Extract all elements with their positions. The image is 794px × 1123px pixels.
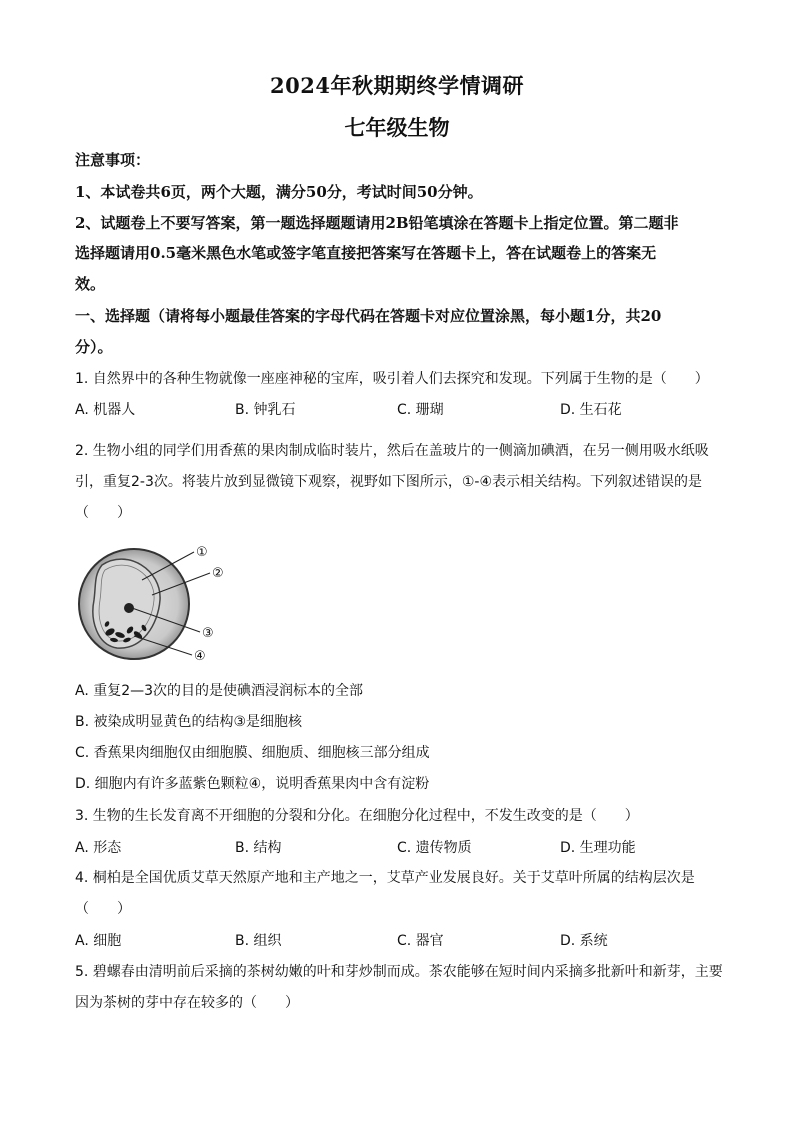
figure-label-2: ② bbox=[212, 566, 224, 581]
question-2-option-a: A. 重复2—3次的目的是使碘酒浸润标本的全部 bbox=[75, 683, 364, 699]
exam-title: 2024年秋期期终学情调研 bbox=[270, 73, 524, 98]
notice-item-1: 1、本试卷共6页，两个大题，满分50分，考试时间50分钟。 bbox=[75, 183, 483, 201]
question-4-stem-line-2: （ ） bbox=[75, 901, 131, 917]
question-2-stem-line-1: 2. 生物小组的同学们用香蕉的果肉制成临时装片，然后在盖玻片的一侧滴加碘酒，在另一侧用吸水纸吸 bbox=[75, 443, 709, 459]
question-1-options bbox=[75, 399, 725, 419]
question-1-stem: 1. 自然界中的各种生物就像一座座神秘的宝库，吸引着人们去探究和发现。下列属于生物的是（ ） bbox=[75, 371, 709, 387]
section-1-heading-line-2: 分）。 bbox=[75, 338, 113, 356]
notice-item-2-line-1: 2、试题卷上不要写答案，第一题选择题题请用2B铅笔填涂在答题卡上指定位置。第二题非 bbox=[75, 214, 679, 232]
question-2-stem-line-2: 引，重复2-3次。将装片放到显微镜下观察，视野如下图所示，①-④表示相关结构。下列叙述错误的是 bbox=[75, 474, 703, 490]
question-3-options bbox=[75, 837, 725, 857]
option-a: A. 机器人 bbox=[75, 402, 136, 418]
option-d: D. 系统 bbox=[560, 933, 608, 949]
question-4-stem-line-1: 4. 桐柏是全国优质艾草天然原产地和主产地之一，艾草产业发展良好。关于艾草叶所属的结构层次是 bbox=[75, 870, 695, 886]
question-2-stem-line-3: （ ） bbox=[75, 505, 131, 521]
exam-subject: 七年级生物 bbox=[344, 115, 450, 140]
figure-label-4: ④ bbox=[194, 649, 206, 664]
microscope-field-figure bbox=[72, 540, 232, 670]
question-2-option-c: C. 香蕉果肉细胞仅由细胞膜、细胞质、细胞核三部分组成 bbox=[75, 745, 430, 761]
figure-label-1: ① bbox=[196, 545, 208, 560]
option-c: C. 珊瑚 bbox=[397, 402, 444, 418]
option-c: C. 遗传物质 bbox=[397, 840, 472, 856]
figure-label-3: ③ bbox=[202, 626, 214, 641]
option-b: B. 钟乳石 bbox=[235, 402, 296, 418]
option-a: A. 细胞 bbox=[75, 933, 122, 949]
notice-item-2-line-2: 选择题请用0.5毫米黑色水笔或签字笔直接把答案写在答题卡上，答在试题卷上的答案无 bbox=[75, 244, 657, 262]
notice-item-2-line-3: 效。 bbox=[75, 275, 106, 293]
question-4-options bbox=[75, 930, 725, 950]
option-d: D. 生石花 bbox=[560, 402, 622, 418]
option-d: D. 生理功能 bbox=[560, 840, 636, 856]
notice-heading: 注意事项： bbox=[75, 151, 151, 169]
option-a: A. 形态 bbox=[75, 840, 122, 856]
option-b: B. 结构 bbox=[235, 840, 282, 856]
question-3-stem: 3. 生物的生长发育离不开细胞的分裂和分化。在细胞分化过程中，不发生改变的是（ ） bbox=[75, 808, 639, 824]
section-1-heading-line-1: 一、选择题（请将每小题最佳答案的字母代码在答题卡对应位置涂黑，每小题1分，共20 bbox=[75, 307, 662, 325]
option-b: B. 组织 bbox=[235, 933, 282, 949]
option-c: C. 器官 bbox=[397, 933, 444, 949]
question-2-option-d: D. 细胞内有许多蓝紫色颗粒④，说明香蕉果肉中含有淀粉 bbox=[75, 776, 430, 792]
question-2-option-b: B. 被染成明显黄色的结构③是细胞核 bbox=[75, 714, 303, 730]
question-5-stem-line-1: 5. 碧螺春由清明前后采摘的茶树幼嫩的叶和芽炒制而成。茶农能够在短时间内采摘多批新叶和新芽，主要 bbox=[75, 964, 723, 980]
question-5-stem-line-2: 因为茶树的芽中存在较多的（ ） bbox=[75, 995, 299, 1011]
